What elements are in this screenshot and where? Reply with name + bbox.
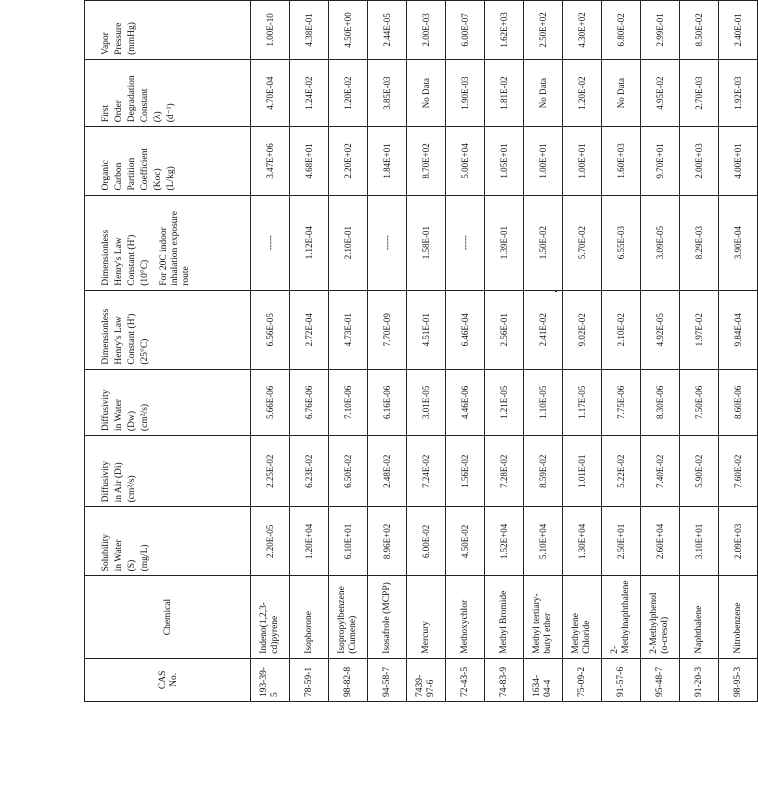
column-header-line: Pressure — [113, 22, 124, 55]
column-header-line: (Dw) — [126, 411, 137, 432]
cell-chemical: 2-Methylphenol (o-cresol) — [641, 576, 680, 658]
cell-chemical: Naphthalene — [680, 576, 719, 658]
cell-diff_air: 5.90E-02 — [680, 436, 719, 507]
cell-solubility: 1.52E+04 — [485, 507, 524, 576]
cell-solubility: 5.10E+04 — [524, 507, 563, 576]
cell-diff_water: 4.46E-06 — [446, 369, 485, 435]
cell-koc: 1.00E+01 — [563, 127, 602, 195]
cell-solubility: 3.10E+01 — [680, 507, 719, 576]
chemical-properties-table — [84, 0, 758, 702]
table-row — [290, 1, 329, 702]
cell-cas: 7439-97-6 — [407, 658, 446, 701]
cell-vapor: 2.40E-01 — [719, 1, 758, 60]
cell-decay: 1.20E-02 — [563, 59, 602, 126]
column-header-line: Constant — [139, 88, 150, 123]
cell-diff_air: 7.24E-02 — [407, 436, 446, 507]
table-row — [602, 1, 641, 702]
cell-diff_air: 2.48E-02 — [368, 436, 407, 507]
column-header-cas — [85, 658, 251, 701]
cell-chemical: Mercury — [407, 576, 446, 658]
cell-koc: 2.20E+02 — [329, 127, 368, 195]
cell-decay: 1.81E-02 — [485, 59, 524, 126]
cell-koc: 9.70E+01 — [641, 127, 680, 195]
column-header-line: Diffusivity — [101, 389, 111, 432]
cell-vapor: 2.99E-01 — [641, 1, 680, 60]
cell-vapor: 4.38E-01 — [290, 1, 329, 60]
column-header-line: (25°C) — [139, 338, 150, 365]
cell-diff_air: 1.56E-02 — [446, 436, 485, 507]
cell-henry: 1.97E-02 — [680, 290, 719, 369]
cell-henry: 4.92E-05 — [641, 290, 680, 369]
cell-vapor: 2.00E-03 — [407, 1, 446, 60]
cell-diff_water: 6.76E-06 — [290, 369, 329, 435]
cell-decay: 1.20E-02 — [329, 59, 368, 126]
column-header-line: (d⁻¹) — [165, 103, 176, 123]
cell-vapor: 6.80E-02 — [602, 1, 641, 60]
cell-henry: 6.46E-04 — [446, 290, 485, 369]
cell-henry_indoor: ----- — [446, 195, 485, 290]
cell-koc: 1.84E+01 — [368, 127, 407, 195]
column-header-henry — [85, 290, 251, 369]
cell-cas: 91-57-6 — [602, 658, 641, 701]
cell-koc: 8.70E+02 — [407, 127, 446, 195]
column-header-line: (Koc) — [152, 168, 163, 191]
column-header-line: CAS No. — [157, 670, 179, 690]
column-header-line: Carbon — [113, 162, 124, 191]
cell-diff_air: 2.25E-02 — [251, 436, 290, 507]
cell-cas: 91-20-3 — [680, 658, 719, 701]
cell-decay: 4.95E-02 — [641, 59, 680, 126]
cell-henry_indoor: 5.70E-02 — [563, 195, 602, 290]
cell-diff_water: 3.01E-05 — [407, 369, 446, 435]
cell-vapor: 4.30E+02 — [563, 1, 602, 60]
cell-decay: No Data — [602, 59, 641, 126]
table-row — [407, 1, 446, 702]
cell-diff_air: 8.59E-02 — [524, 436, 563, 507]
cell-decay: 2.70E-03 — [680, 59, 719, 126]
cell-henry: 4.51E-01 — [407, 290, 446, 369]
cell-cas: 94-58-7 — [368, 658, 407, 701]
cell-chemical: 2-Methylnaphthalene — [602, 576, 641, 658]
cell-decay: 4.70E-04 — [251, 59, 290, 126]
cell-chemical: Methylene Chloride — [563, 576, 602, 658]
cell-chemical: Isopropylbenzene (Cumene) — [329, 576, 368, 658]
column-header-line: Diffusivity — [101, 460, 111, 503]
cell-henry: 2.72E-04 — [290, 290, 329, 369]
column-header-line: (cm²/s) — [126, 475, 137, 503]
column-header-line: Solubility — [101, 533, 111, 572]
cell-chemical: Isophorone — [290, 576, 329, 658]
column-header-line: Partition — [126, 157, 137, 191]
cell-diff_water: 1.17E-05 — [563, 369, 602, 435]
column-header-line: Dimensionless — [101, 229, 111, 286]
cell-cas: 1634-04-4 — [524, 658, 563, 701]
cell-diff_water: 1.10E-05 — [524, 369, 563, 435]
column-header-line: (mg/L) — [139, 544, 150, 572]
cell-cas: 75-09-2 — [563, 658, 602, 701]
cell-decay: No Data — [407, 59, 446, 126]
cell-chemical: Nitrobenzene — [719, 576, 758, 658]
cell-koc: 5.00E+04 — [446, 127, 485, 195]
cell-henry_indoor: 1.12E-04 — [290, 195, 329, 290]
cell-cas: 72-43-5 — [446, 658, 485, 701]
cell-vapor: 1.00E-10 — [251, 1, 290, 60]
column-header-line: Order — [113, 100, 124, 123]
column-header-line: (10°C) — [139, 259, 150, 286]
column-header-line: Constant (H') — [126, 313, 137, 365]
cell-cas: 95-48-7 — [641, 658, 680, 701]
column-header-note: For 20C indoor inhalation exposure route — [158, 211, 191, 286]
cell-chemical: Methyl tertiary-butyl ether — [524, 576, 563, 658]
table-row — [680, 1, 719, 702]
cell-solubility: 2.50E+01 — [602, 507, 641, 576]
cell-chemical: Indeno(1,2,3-cd)pyrene — [251, 576, 290, 658]
column-header-diff_air — [85, 436, 251, 507]
cell-cas: 98-95-3 — [719, 658, 758, 701]
column-header-line: in Air (Di) — [113, 462, 124, 503]
cell-diff_air: 7.40E-02 — [641, 436, 680, 507]
column-header-line: Constant (H') — [126, 234, 137, 286]
cell-henry_indoor: 1.50E-02 — [524, 195, 563, 290]
cell-henry: 2.10E-02 — [602, 290, 641, 369]
cell-diff_air: 7.28E-02 — [485, 436, 524, 507]
scan-speck — [555, 290, 557, 292]
cell-koc: 1.05E+01 — [485, 127, 524, 195]
column-header-line: in Water — [113, 539, 124, 572]
column-header-line: in Water — [113, 399, 124, 432]
column-header-chemical — [85, 576, 251, 658]
table-row — [563, 1, 602, 702]
cell-solubility: 4.50E-02 — [446, 507, 485, 576]
cell-diff_water: 7.10E-06 — [329, 369, 368, 435]
cell-solubility: 2.20E-05 — [251, 507, 290, 576]
cell-diff_water: 5.66E-06 — [251, 369, 290, 435]
cell-vapor: 2.50E+02 — [524, 1, 563, 60]
cell-koc: 2.00E+03 — [680, 127, 719, 195]
cell-solubility: 6.00E-02 — [407, 507, 446, 576]
column-header-vapor — [85, 1, 251, 60]
cell-diff_water: 6.16E-06 — [368, 369, 407, 435]
column-header-solubility — [85, 507, 251, 576]
table-header-row — [85, 1, 251, 702]
table-row — [446, 1, 485, 702]
cell-vapor: 4.50E+00 — [329, 1, 368, 60]
cell-henry_indoor: 8.29E-03 — [680, 195, 719, 290]
cell-cas: 193-39-5 — [251, 658, 290, 701]
column-header-line: (λ) — [152, 111, 163, 123]
column-header-line: (L/kg) — [165, 166, 176, 191]
column-header-line: Organic — [101, 160, 111, 191]
column-header-line: Vapor — [101, 32, 111, 55]
cell-diff_air: 1.01E-01 — [563, 436, 602, 507]
cell-decay: No Data — [524, 59, 563, 126]
cell-solubility: 8.96E+02 — [368, 507, 407, 576]
cell-henry_indoor: 1.39E-01 — [485, 195, 524, 290]
cell-henry_indoor: 2.10E-01 — [329, 195, 368, 290]
cell-decay: 1.90E-03 — [446, 59, 485, 126]
cell-henry: 6.56E-05 — [251, 290, 290, 369]
column-header-line: (mmHg) — [126, 22, 137, 55]
column-header-diff_water — [85, 369, 251, 435]
cell-vapor: 8.50E-02 — [680, 1, 719, 60]
cell-henry_indoor: 1.58E-01 — [407, 195, 446, 290]
column-header-line: First — [101, 104, 111, 123]
table-row — [368, 1, 407, 702]
cell-henry: 4.73E-01 — [329, 290, 368, 369]
cell-decay: 1.92E-03 — [719, 59, 758, 126]
table-row — [524, 1, 563, 702]
cell-diff_water: 8.60E-06 — [719, 369, 758, 435]
cell-cas: 78-59-1 — [290, 658, 329, 701]
column-header-decay — [85, 59, 251, 126]
cell-vapor: 2.44E-05 — [368, 1, 407, 60]
cell-solubility: 2.09E+03 — [719, 507, 758, 576]
column-header-line: Dimensionless — [101, 308, 111, 365]
table-row — [329, 1, 368, 702]
cell-koc: 1.60E+03 — [602, 127, 641, 195]
cell-diff_water: 7.75E-06 — [602, 369, 641, 435]
table-row — [641, 1, 680, 702]
column-header-line: (cm²/s) — [139, 403, 150, 432]
cell-diff_air: 5.22E-02 — [602, 436, 641, 507]
cell-diff_water: 7.50E-06 — [680, 369, 719, 435]
table-body — [251, 1, 758, 702]
column-header-line: Henry's Law — [113, 237, 124, 286]
cell-henry_indoor: ----- — [251, 195, 290, 290]
column-header-line: Henry's Law — [113, 316, 124, 365]
column-header-koc — [85, 127, 251, 195]
column-header-line: Coefficient — [139, 147, 150, 191]
cell-diff_air: 7.60E-02 — [719, 436, 758, 507]
cell-henry: 9.02E-02 — [563, 290, 602, 369]
cell-decay: 3.85E-03 — [368, 59, 407, 126]
cell-chemical: Methoxychlor — [446, 576, 485, 658]
table-row — [251, 1, 290, 702]
cell-henry: 7.70E-09 — [368, 290, 407, 369]
cell-solubility: 2.60E+04 — [641, 507, 680, 576]
cell-koc: 4.68E+01 — [290, 127, 329, 195]
cell-diff_water: 1.21E-05 — [485, 369, 524, 435]
column-header-henry_indoor — [85, 195, 251, 290]
cell-koc: 3.47E+06 — [251, 127, 290, 195]
cell-koc: 1.00E+01 — [524, 127, 563, 195]
cell-henry: 9.84E-04 — [719, 290, 758, 369]
cell-solubility: 1.20E+04 — [290, 507, 329, 576]
table-row — [719, 1, 758, 702]
cell-koc: 4.00E+01 — [719, 127, 758, 195]
cell-henry_indoor: ----- — [368, 195, 407, 290]
cell-solubility: 6.10E+01 — [329, 507, 368, 576]
cell-diff_air: 6.50E-02 — [329, 436, 368, 507]
column-header-line: Degradation — [126, 75, 137, 123]
table-row — [485, 1, 524, 702]
cell-vapor: 6.00E-07 — [446, 1, 485, 60]
cell-henry_indoor: 6.55E-03 — [602, 195, 641, 290]
cell-henry: 2.41E-02 — [524, 290, 563, 369]
cell-cas: 98-82-8 — [329, 658, 368, 701]
cell-diff_water: 8.30E-06 — [641, 369, 680, 435]
column-header-line: (S) — [126, 559, 137, 572]
cell-henry_indoor: 3.09E-05 — [641, 195, 680, 290]
cell-chemical: Isosafrole (MCPP) — [368, 576, 407, 658]
cell-henry_indoor: 3.90E-04 — [719, 195, 758, 290]
cell-decay: 1.24E-02 — [290, 59, 329, 126]
cell-cas: 74-83-9 — [485, 658, 524, 701]
cell-solubility: 1.30E+04 — [563, 507, 602, 576]
cell-vapor: 1.62E+03 — [485, 1, 524, 60]
cell-henry: 2.56E-01 — [485, 290, 524, 369]
cell-diff_air: 6.23E-02 — [290, 436, 329, 507]
cell-chemical: Methyl Bromide — [485, 576, 524, 658]
column-header-line: Chemical — [163, 598, 174, 636]
